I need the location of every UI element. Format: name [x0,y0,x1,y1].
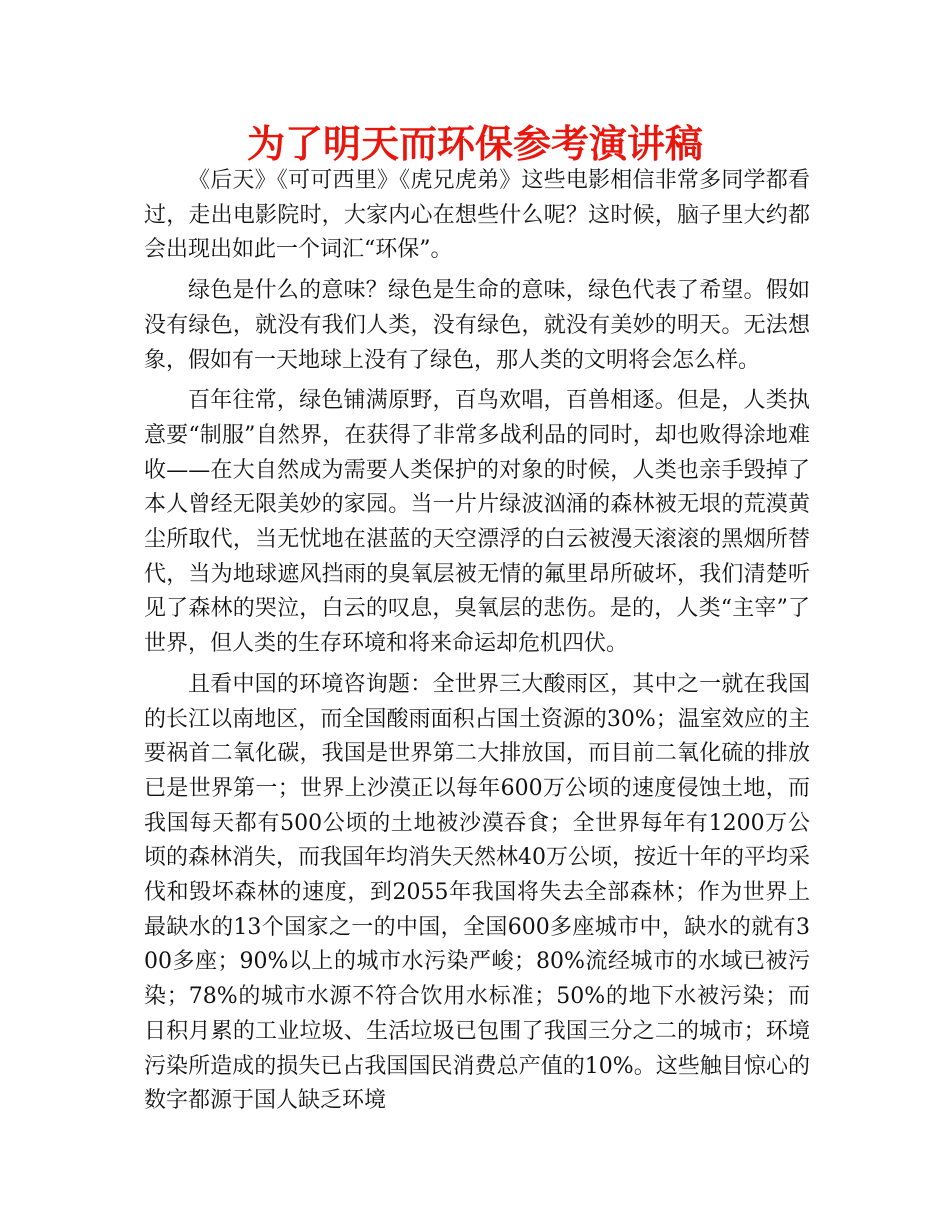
paragraph-4: 且看中国的环境咨询题：全世界三大酸雨区，其中之一就在我国的长江以南地区，而全国酸雨面积占国土资源的30%；温室效应的主要祸首二氧化碳，我国是世界第二大排放国，而目前二氧化硫的排放已是世界第一；世界上沙漠正以每年600万公顷的速度侵蚀土地，而我国每天都有500公顷的土地被沙漠吞食；全世界每年有1200万公顷的森林消失，而我国年均消失天然林40万公顷，按近十年的平均采伐和毁坏森林的速度，到2055年我国将失去全部森林；作为世界上最缺水的13个国家之一的中国，全国600多座城市中，缺水的就有300多座；90%以上的城市水污染严峻；80%流经城市的水域已被污染；78%的城市水源不符合饮用水标准；50%的地下水被污染；而日积月累的工业垃圾、生活垃圾已包围了我国三分之二的城市；环境污染所造成的损失已占我国国民消费总产值的10%。这些触目惊心的数字都源于国人缺乏环境 [144,671,810,1114]
paragraph-2: 绿色是什么的意味？绿色是生命的意味，绿色代表了希望。假如没有绿色，就没有我们人类，没有绿色，就没有美妙的明天。无法想象，假如有一天地球上没有了绿色，那人类的文明将会怎么样。 [144,278,810,373]
paragraph-3: 百年往常，绿色铺满原野，百鸟欢唱，百兽相逐。但是，人类执意要“制服”自然界，在获得了非常多战利品的同时，却也败得涂地难收——在大自然成为需要人类保护的对象的时候，人类也亲手毁掉了本人曾经无限美妙的家园。当一片片绿波汹涌的森林被无垠的荒漠黄尘所取代，当无忧地在湛蓝的天空漂浮的白云被漫天滚滚的黑烟所替代，当为地球遮风挡雨的臭氧层被无情的氟里昂所破坏，我们清楚听见了森林的哭泣，白云的叹息，臭氧层的悲伤。是的，人类“主宰”了世界，但人类的生存环境和将来命运却危机四伏。 [144,388,810,657]
paragraph-1: 《后天》《可可西里》《虎兄虎弟》这些电影相信非常多同学都看过，走出电影院时，大家内心在想些什么呢？这时候，脑子里大约都会出现出如此一个词汇“环保”。 [144,168,810,263]
document-title: 为了明天而环保参考演讲稿 [246,122,703,166]
document-body [144,164,810,1125]
